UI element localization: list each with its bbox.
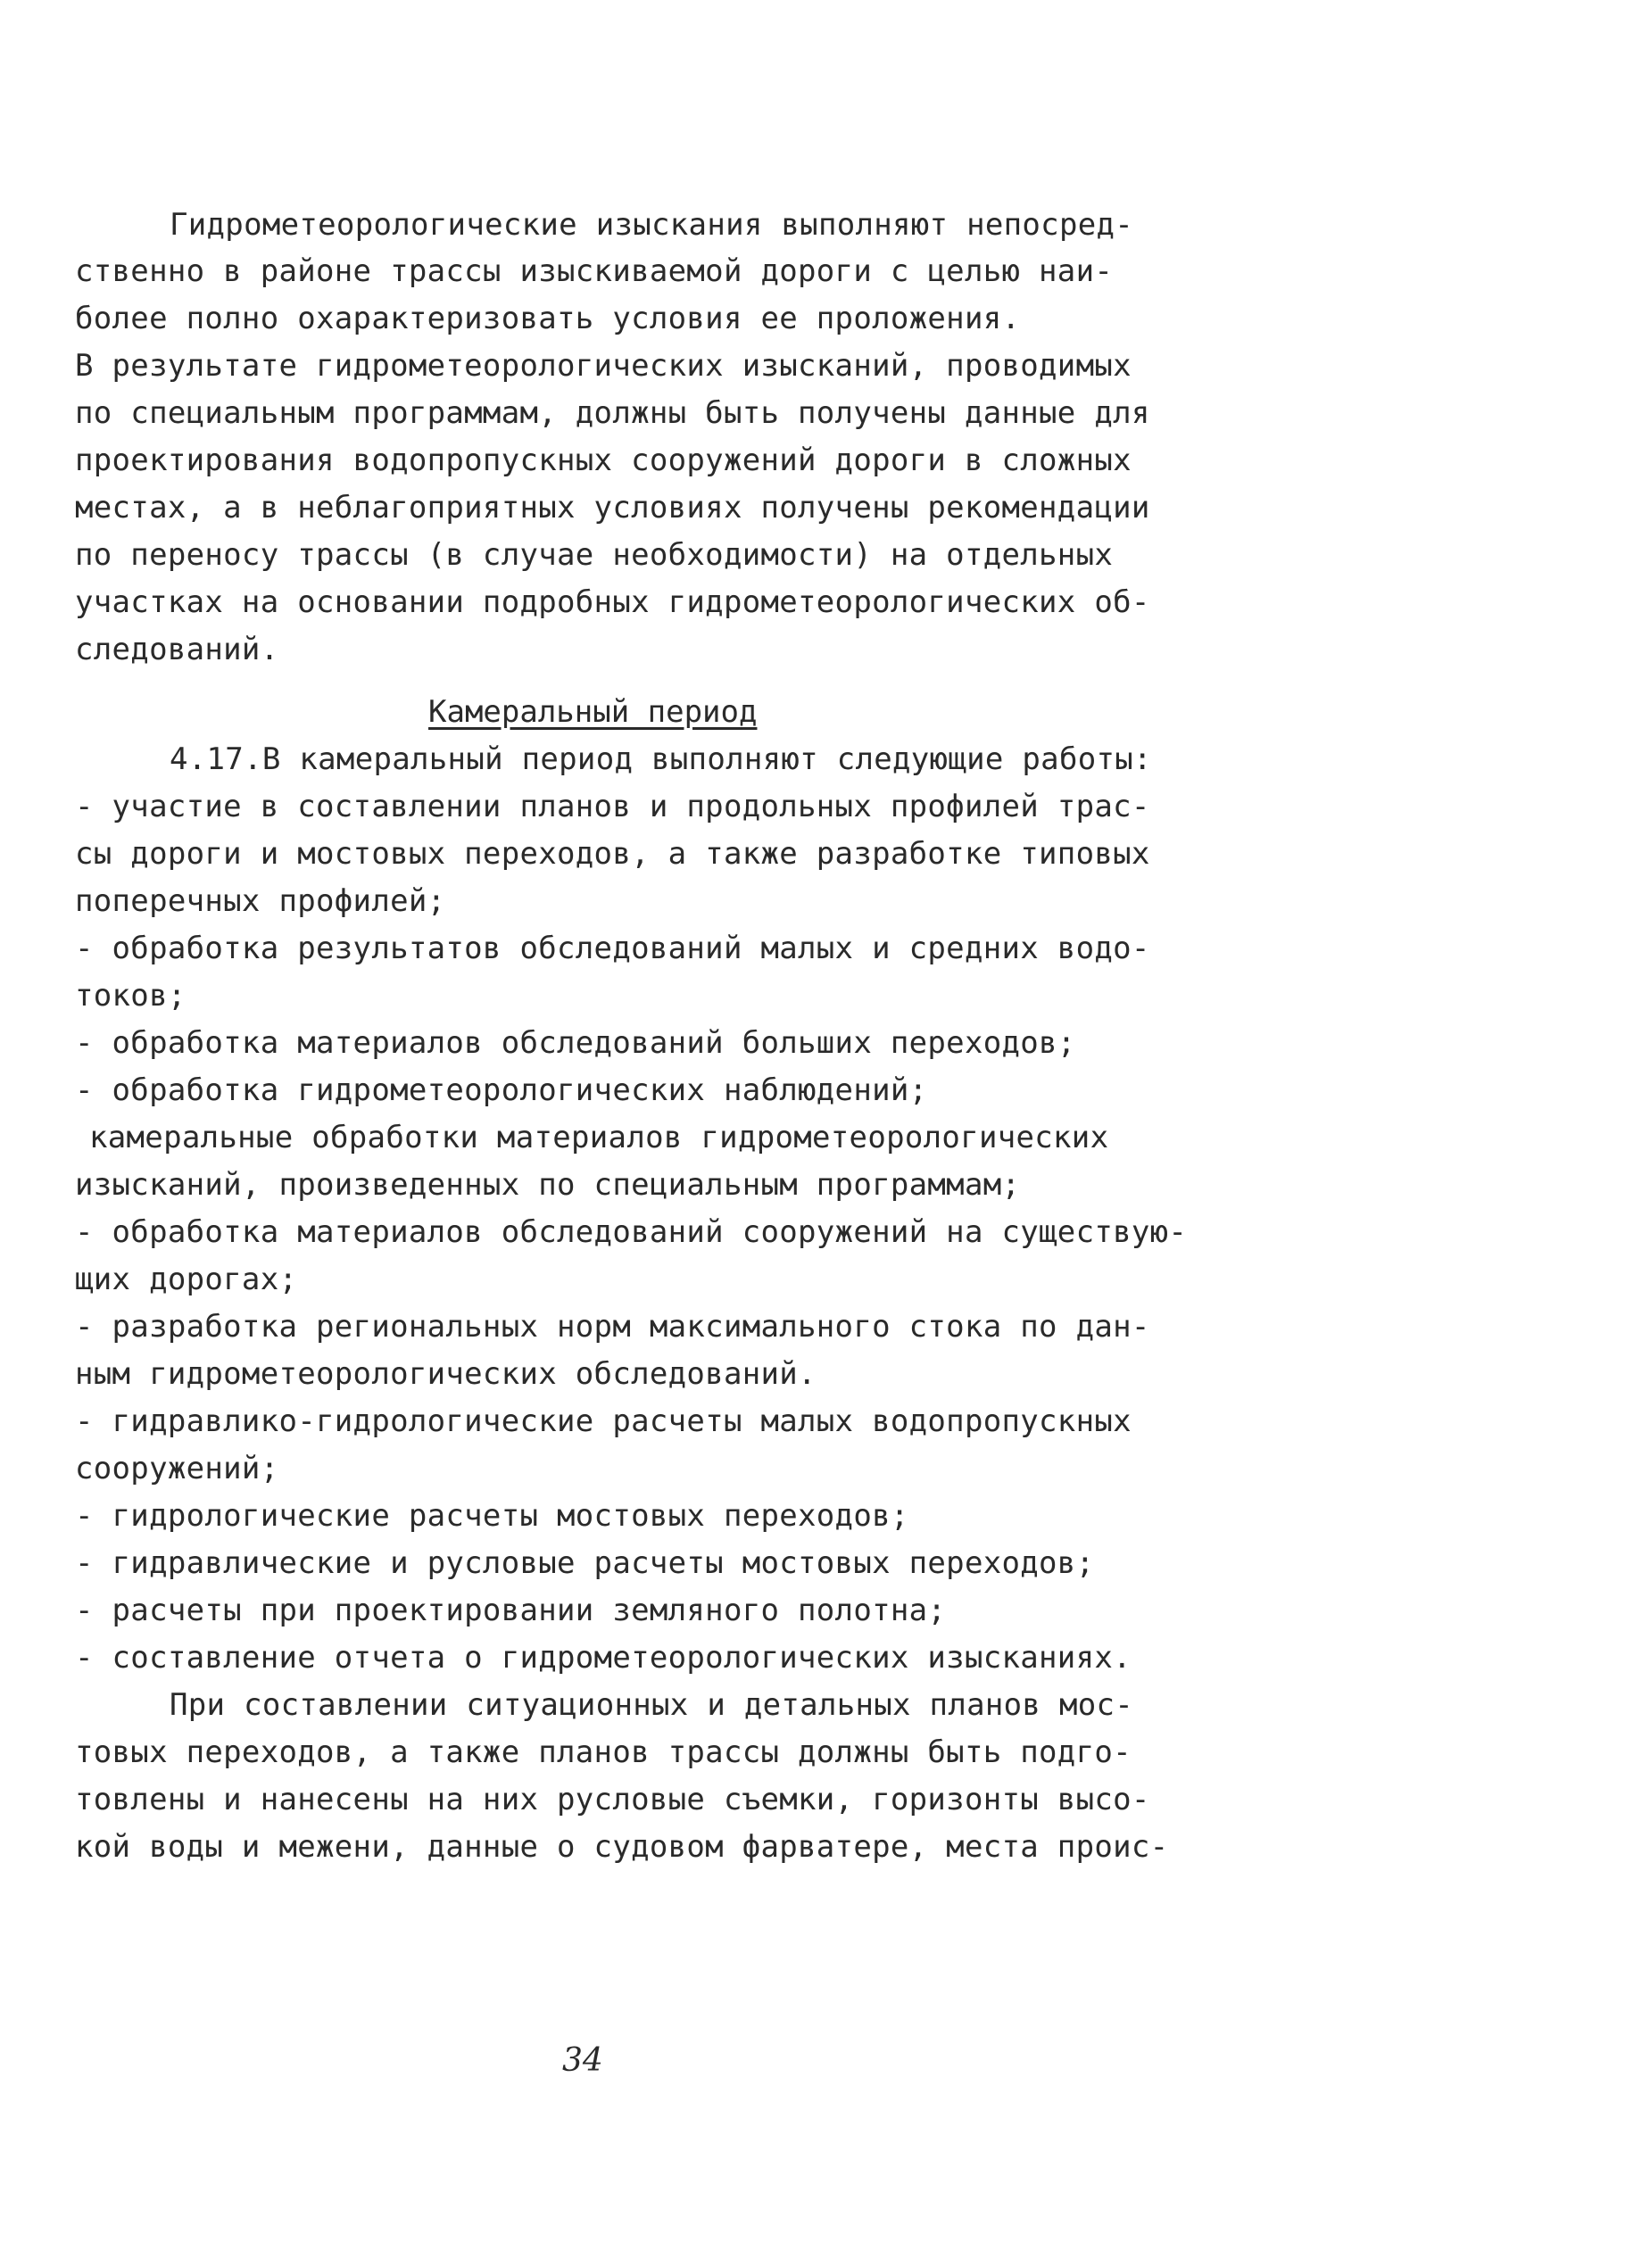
paragraph2-line: При составлении ситуационных и детальных планов мос- [170,1687,1134,1723]
section-line: сооружений; [75,1451,279,1486]
section-line: - гидрологические расчеты мостовых переходов; [75,1498,909,1534]
section-line: - обработка результатов обследований малых и средних водо- [75,931,1150,966]
paragraph1-line: В результате гидрометеорологических изысканий, проводимых [75,348,1132,384]
paragraph2-line: кой воды и межени, данные о судовом фарватере, места проис- [75,1829,1169,1865]
section-line: щих дорогах; [75,1262,298,1297]
section-line: - обработка гидрометеорологических наблюдений; [75,1072,928,1108]
section-line: сы дороги и мостовых переходов, а также разработке типовых [75,836,1150,872]
section-line: 4.17.В камеральный период выполняют следующие работы: [170,741,1152,777]
section-line: - обработка материалов обследований сооружений на существую- [75,1214,1188,1250]
section-heading: Камеральный период [428,694,758,730]
section-line: - обработка материалов обследований больших переходов; [75,1025,1076,1061]
section-line: поперечных профилей; [75,883,446,919]
paragraph1-line: по специальным программам, должны быть получены данные для [75,395,1150,431]
page-number: 34 [562,2042,603,2079]
section-line: - участие в составлении планов и продольных профилей трас- [75,789,1150,824]
paragraph1-line: по переносу трассы (в случае необходимости) на отдельных [75,537,1114,573]
paragraph1-line: более полно охарактеризовать условия ее проложения. [75,301,1021,336]
paragraph1-line: проектирования водопропускных сооружений дороги в сложных [75,443,1132,478]
section-line: изысканий, произведенных по специальным программам; [75,1167,1021,1203]
paragraph2-line: товлены и нанесены на них русловые съемки, горизонты высо- [75,1782,1150,1817]
section-line: камеральные обработки материалов гидрометеорологических [89,1120,1109,1155]
section-line: - гидравлико-гидрологические расчеты малых водопропускных [75,1403,1132,1439]
paragraph1-line: участках на основании подробных гидрометеорологических об- [75,584,1150,620]
paragraph2-line: товых переходов, а также планов трассы должны быть подго- [75,1734,1132,1770]
section-line: - расчеты при проектировании земляного полотна; [75,1593,947,1628]
section-line: ным гидрометеорологических обследований. [75,1356,817,1392]
section-line: - составление отчета о гидрометеорологических изысканиях. [75,1640,1132,1676]
section-line: - разработка региональных норм максимального стока по дан- [75,1309,1150,1345]
section-line: - гидравлические и русловые расчеты мостовых переходов; [75,1545,1095,1581]
paragraph1-line: следований. [75,632,279,667]
section-line: токов; [75,978,187,1014]
paragraph1-line: Гидрометеорологические изыскания выполняют непосред- [170,207,1134,243]
paragraph1-line: местах, а в неблагоприятных условиях получены рекомендации [75,490,1150,526]
paragraph1-line: ственно в районе трассы изыскиваемой дороги с целью наи- [75,253,1114,289]
